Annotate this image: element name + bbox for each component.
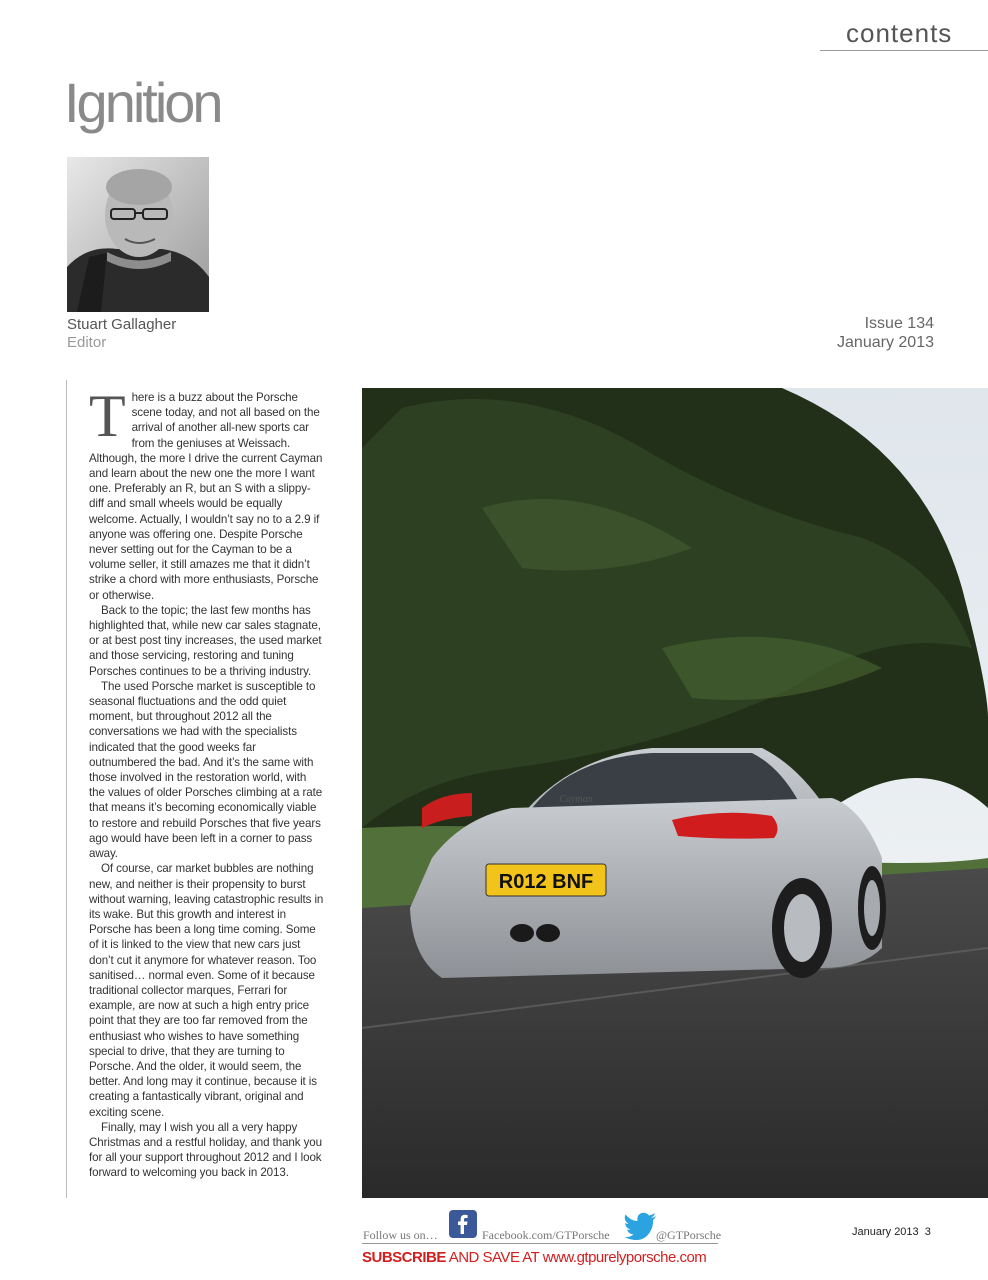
paragraph-5: Finally, may I wish you all a very happy Christmas and a restful holiday, and thank you for all your support throughout 2012 and I look forward to welcoming you back in 2013.	[89, 1120, 322, 1180]
contents-link[interactable]: contents	[846, 18, 953, 48]
facebook-link[interactable]: Facebook.com/GTPorsche	[482, 1228, 610, 1242]
twitter-icon[interactable]	[624, 1212, 658, 1240]
issue-number: Issue 134	[864, 315, 934, 332]
subscribe-rest: AND SAVE AT www.gtpurelyporsche.com	[445, 1249, 707, 1266]
section-title: Ignition	[64, 71, 221, 134]
facebook-icon[interactable]	[449, 1210, 477, 1238]
column-divider	[66, 380, 67, 1198]
license-plate-text: R012 BNF	[498, 871, 594, 893]
issue-date: January 2013	[837, 334, 934, 351]
paragraph-1	[89, 383, 325, 603]
contents-divider	[820, 50, 988, 51]
paragraph-3: The used Porsche market is susceptible to seasonal fluctuations and the odd quiet moment, but throughout 2012 all the conversations we had with the specialists indicated that the good weeks far outnumbered the bad. And it’s the same with those involved in the restoration world, with the values of older Porsches climbing at a rate that means it’s becoming economically viable to restore and rebuild Porsches that five years ago would have been left in a corner to pass away.	[89, 679, 323, 861]
subscribe-link[interactable]	[362, 1249, 706, 1266]
page-footer	[852, 1226, 931, 1238]
editor-photo	[67, 157, 209, 312]
footer-divider	[362, 1243, 718, 1244]
hero-photo-porsche-cayman	[362, 388, 988, 1198]
cayman-badge-text: Cayman	[559, 794, 593, 805]
subscribe-bold: SUBSCRIBE	[362, 1249, 446, 1266]
follow-label: Follow us on…	[363, 1228, 438, 1242]
paragraph-1-text: here is a buzz about the Porsche scene today, and not all based on the arrival of another all-new sports car from the geniuses at Weissach. Although, the more I drive the current Cayman and learn about the new one the more I want one. Preferably an R, but an S with a slippy-diff and small wheels would be equally welcome. Actually, I wouldn’t say no to a 2.9 if anyone was offering one. Despite Porsche never setting out for the Cayman to be a volume seller, it still amazes me that it didn’t strike a chord with more enthusiasts, Porsche or otherwise.	[89, 391, 323, 602]
editor-name: Stuart Gallagher	[67, 316, 177, 333]
page-number: 3	[924, 1226, 931, 1238]
paragraph-2: Back to the topic; the last few months has highlighted that, while new car sales stagnate, or at best post tiny increases, the used market and those servicing, restoring and tuning Porsches continues to be a thriving industry.	[89, 603, 322, 678]
editorial-text	[89, 383, 325, 1181]
twitter-link[interactable]: @GTPorsche	[656, 1228, 722, 1242]
editor-role: Editor	[67, 334, 107, 351]
footer-date: January 2013	[852, 1226, 919, 1238]
drop-cap: T	[89, 383, 126, 449]
paragraph-4: Of course, car market bubbles are nothing new, and neither is their propensity to burst without warning, leaving catastrophic results in its wake. But this growth and interest in Porsche has been a long time coming. Some of it is linked to the view that new cars just don’t cut it anymore for whatever reason. Too sanitised… normal even. Some of it because traditional collector marques, Ferrari for example, are now at such a high entry price point that they are too far removed from the enthusiast who wishes to have something special to drive, that they are turning to Porsche. And the older, it would seem, the better. And long may it continue, because it is creating a fantastically vibrant, original and exciting scene.	[89, 862, 324, 1119]
